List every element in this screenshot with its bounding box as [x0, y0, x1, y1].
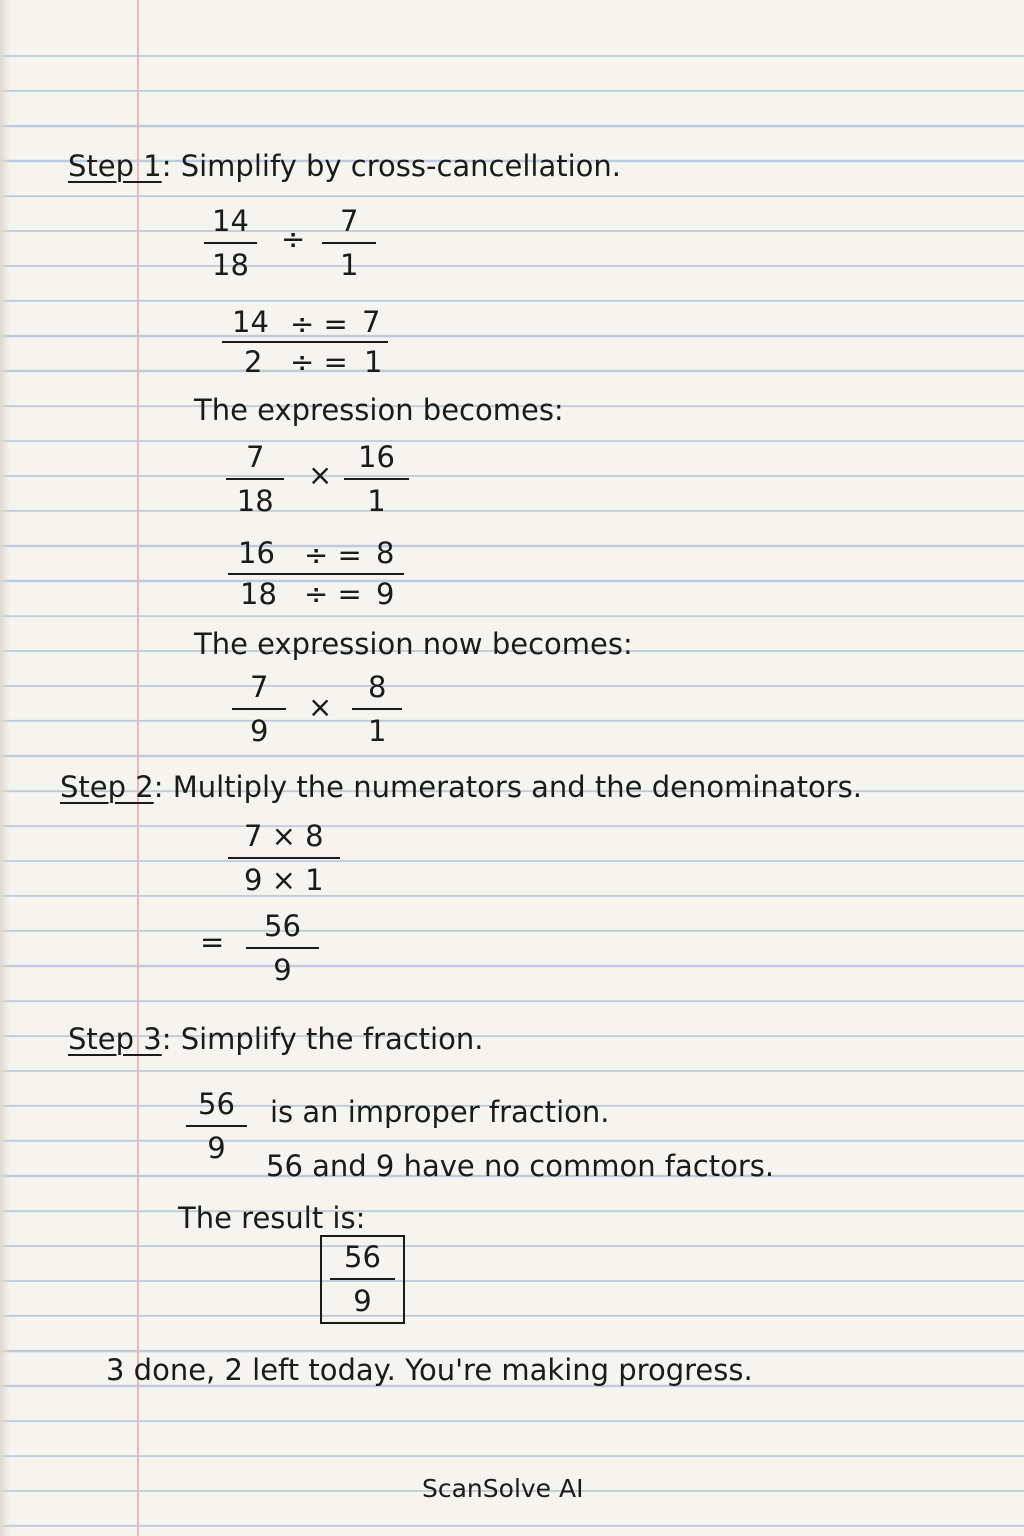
step1-eq5-operator: ×	[308, 690, 333, 724]
step1-eq2-fraction-bar	[222, 341, 388, 343]
step2-equals: =	[200, 925, 225, 959]
step3-improper: is an improper fraction.	[270, 1095, 610, 1129]
step1-eq1-operator: ÷	[281, 222, 306, 256]
step1-eq5-fraction-a: $\frac{7}{9}$	[232, 673, 286, 746]
step1-eq1-fraction-b: $\frac{7}{1}$	[322, 207, 376, 280]
step2-text: Multiply the numerators and the denominators.	[172, 770, 862, 804]
step3-heading: Step 3: Simplify the fraction.	[68, 1022, 484, 1056]
step3-label: Step 3	[68, 1022, 162, 1056]
final-answer-fraction: 56 9	[330, 1243, 395, 1316]
step2-heading: Step 2: Multiply the numerators and the denominators.	[60, 770, 862, 804]
step1-eq3-operator: ×	[308, 458, 333, 492]
step2-label: Step 2	[60, 770, 154, 804]
step1-label: Step 1	[68, 149, 162, 183]
progress-message: 3 done, 2 left today. You're making progress.	[106, 1353, 753, 1387]
footer-brand: ScanSolve AI	[422, 1474, 584, 1503]
step1-eq1-fraction-a: $\frac{14}{18}$	[204, 207, 257, 280]
step1-eq5-fraction-b: $\frac{8}{1}$	[352, 673, 402, 746]
step1-now-becomes: The expression now becomes:	[194, 627, 633, 661]
step1-becomes: The expression becomes:	[194, 393, 564, 427]
step3-text: Simplify the fraction.	[180, 1022, 484, 1056]
step2-product-fraction: $\frac{7 \times 8}{9 \times 1}$	[228, 822, 340, 895]
step1-text: Simplify by cross-cancellation.	[180, 149, 621, 183]
step3-no-factors: 56 and 9 have no common factors.	[266, 1149, 775, 1183]
step1-eq3-fraction-b: $\frac{16}{1}$	[344, 443, 409, 516]
step1-eq4-fraction-bar	[228, 573, 404, 575]
margin-line	[137, 0, 139, 1536]
step1-eq3-fraction-a: $\frac{7}{18}$	[226, 443, 284, 516]
step3-fraction: $\frac{56}{9}$	[186, 1090, 247, 1163]
page-edge-shadow	[0, 0, 10, 1536]
final-answer-box	[320, 1235, 405, 1324]
step1-heading: Step 1: Simplify by cross-cancellation.	[68, 149, 621, 183]
step3-result-label: The result is:	[178, 1201, 366, 1235]
step2-result-fraction: $\frac{56}{9}$	[246, 912, 319, 985]
